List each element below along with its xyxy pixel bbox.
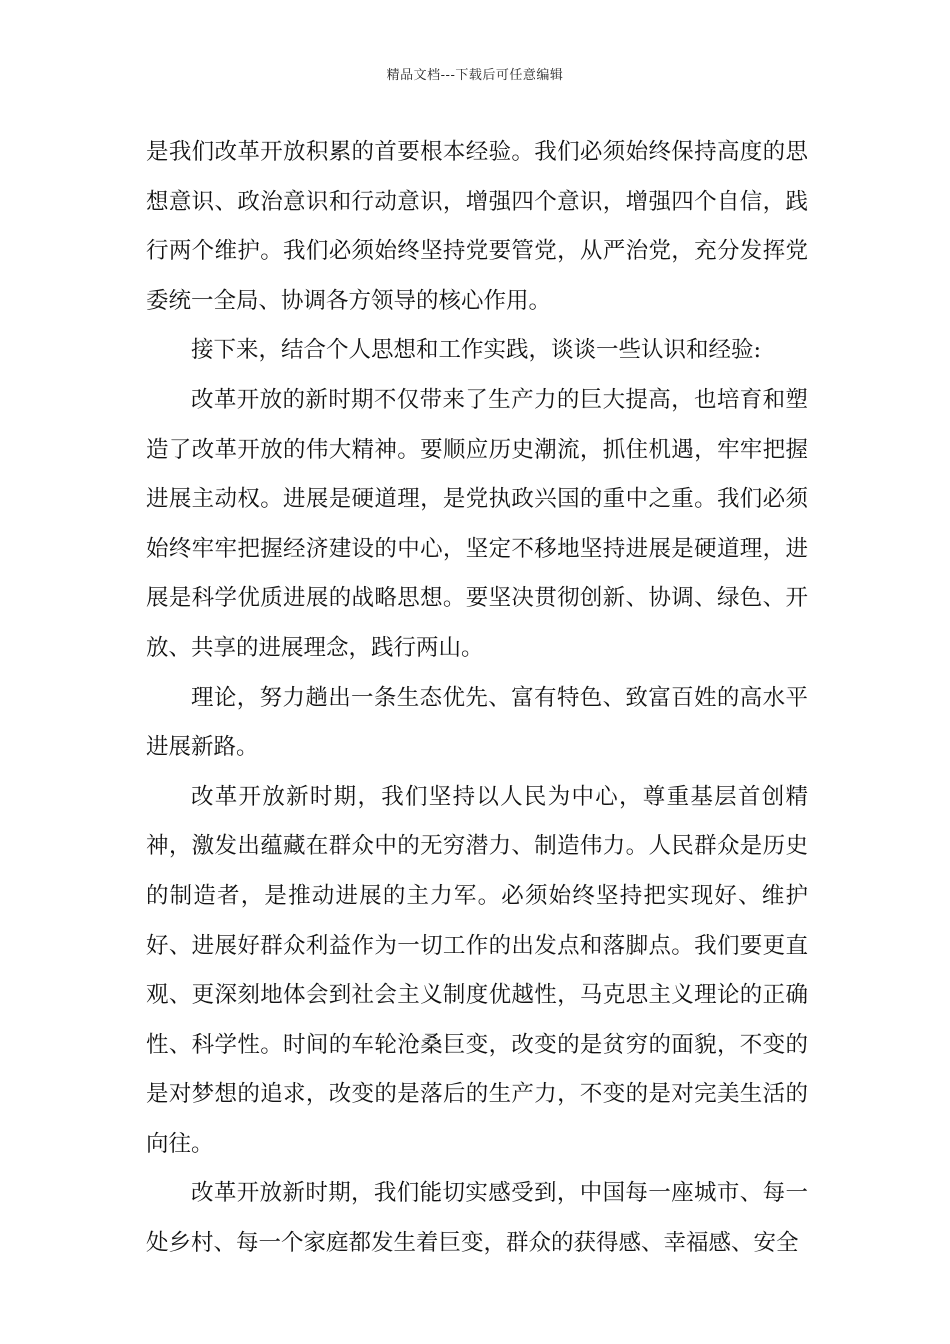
paragraph-3: 改革开放的新时期不仅带来了生产力的巨大提高，也培育和塑造了改革开放的伟大精神。要顺应历史潮流，抓住机遇，牢牢把握进展主动权。进展是硬道理，是党执政兴国的重中之重。我们必须始终牢牢把握经济建设的中心，坚定不移地坚持进展是硬道理，进展是科学优质进展的战略思想。要坚决贯彻创新、协调、绿色、开放、共享的进展理念，践行两山。 (146, 386, 808, 661)
paragraph-6: 改革开放新时期，我们能切实感受到，中国每一座城市、每一处乡村、每一个家庭都发生着巨变，群众的获得感、幸福感、安全 (146, 1180, 808, 1257)
document-body (146, 128, 808, 1269)
paragraph-1: 是我们改革开放积累的首要根本经验。我们必须始终保持高度的思想意识、政治意识和行动意识，增强四个意识，增强四个自信，践行两个维护。我们必须始终坚持党要管党，从严治党，充分发挥党委统一全局、协调各方领导的核心作用。 (146, 139, 808, 314)
paragraph-2: 接下来，结合个人思想和工作实践，谈谈一些认识和经验: (191, 337, 762, 364)
paragraph-4: 理论，努力趟出一条生态优先、富有特色、致富百姓的高水平进展新路。 (146, 684, 808, 761)
paragraph-5: 改革开放新时期，我们坚持以人民为中心，尊重基层首创精神，激发出蕴藏在群众中的无穷潜力、制造伟力。人民群众是历史的制造者，是推动进展的主力军。必须始终坚持把实现好、维护好、进展好群众利益作为一切工作的出发点和落脚点。我们要更直观、更深刻地体会到社会主义制度优越性，马克思主义理论的正确性、科学性。时间的车轮沧桑巨变，改变的是贫穷的面貌，不变的是对梦想的追求，改变的是落后的生产力，不变的是对完美生活的向往。 (146, 783, 808, 1157)
page-header: 精品文档---下载后可任意编辑 (386, 68, 564, 83)
